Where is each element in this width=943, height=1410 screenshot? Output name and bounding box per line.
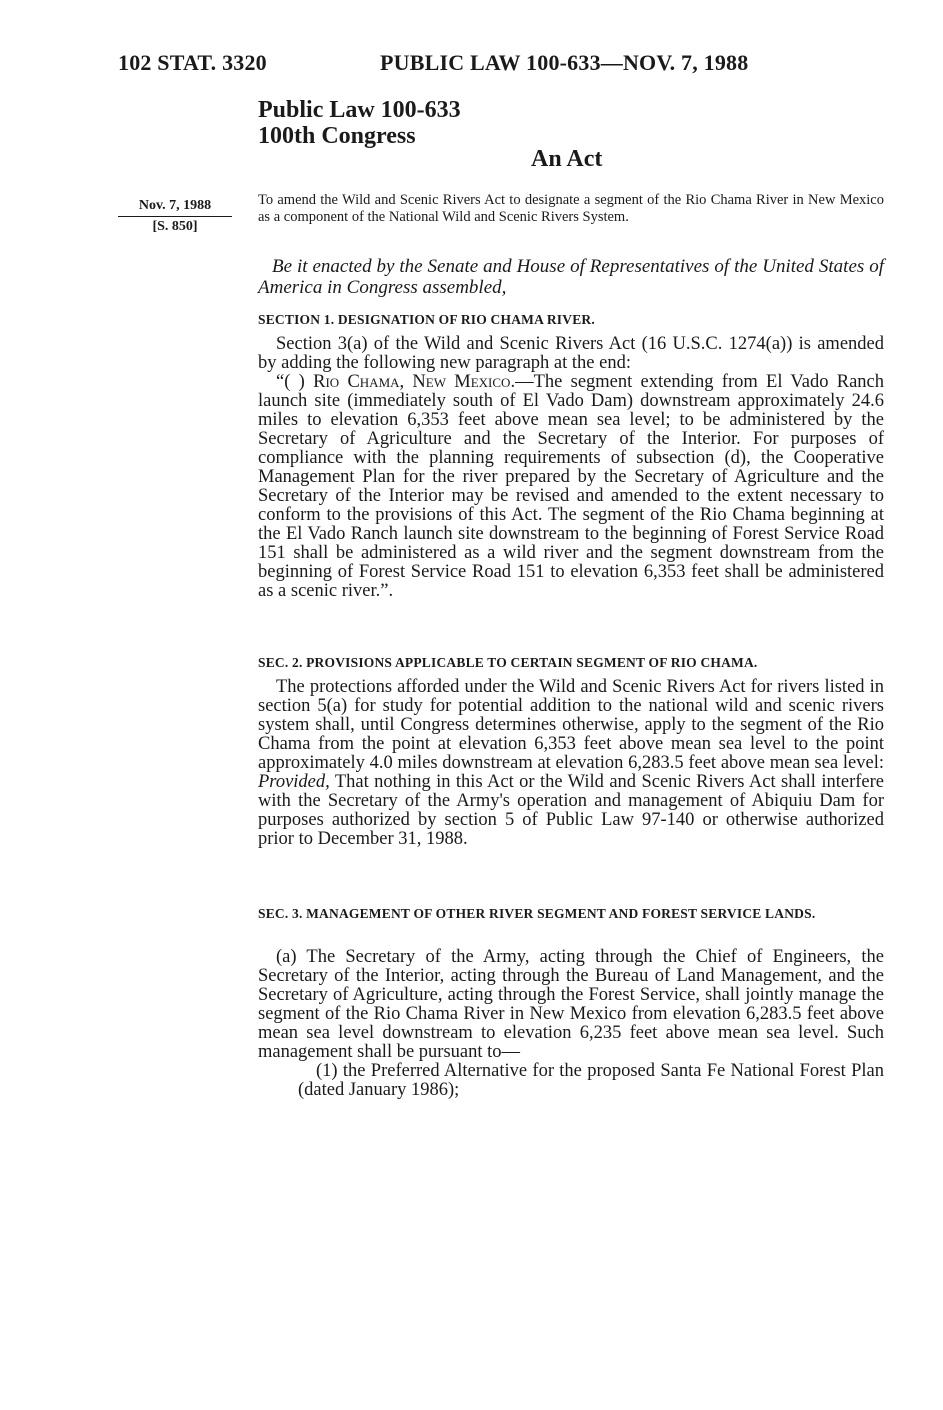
quote-body: —The segment extending from El Vado Ranch launch site (immediately south of El Vado Dam) downstream approximately 24.6 miles to elevation 6,353 feet above mean sea level; to be administered by the Secretary of Agriculture and the Secretary of the Interior. For purposes of compliance with the planning requirements of subsection (d), the Cooperative Management Plan for the river prepared by the Secretary of Agriculture and the Secretary of the Interior may be revised and amended to the extent necessary to conform to the provisions of this Act. The segment of the Rio Chama beginning at the El Vado Ranch launch site downstream to the beginning of Forest Service Road 151 shall be administered as a wild river and the segment downstream from the beginning of Forest Service Road 151 to elevation 6,353 feet shall be administered as a scenic river.”.	[258, 372, 884, 601]
bill-number: [S. 850]	[152, 219, 198, 234]
proviso: Provided,	[258, 772, 330, 792]
congress-number: 100th Congress	[258, 123, 416, 149]
stat-citation: 102 STAT. 3320	[118, 50, 267, 75]
enactment-date: Nov. 7, 1988	[118, 198, 232, 217]
quote-caption: Rio Chama, New Mexico.	[313, 372, 516, 392]
section-2-body	[258, 678, 884, 849]
law-number: Public Law 100-633	[258, 97, 461, 123]
quote-open: “( )	[276, 372, 314, 392]
section-3-item-1: (1) the Preferred Alternative for the proposed Santa Fe National Forest Plan (dated January 1986);	[298, 1061, 884, 1100]
section-1-heading: SECTION 1. DESIGNATION OF RIO CHAMA RIVER.	[258, 312, 595, 327]
section-2-paragraph	[258, 678, 884, 849]
enacting-clause: Be it enacted by the Senate and House of Representatives of the United States of America in Congress assembled,	[258, 256, 884, 298]
running-title: PUBLIC LAW 100-633—NOV. 7, 1988	[380, 50, 749, 75]
law-title-block	[258, 97, 461, 149]
section-2-heading: SEC. 2. PROVISIONS APPLICABLE TO CERTAIN SEGMENT OF RIO CHAMA.	[258, 655, 758, 670]
section-2-text-before: The protections afforded under the Wild and Scenic Rivers Act for rivers listed in section 5(a) for study for potential addition to the national wild and scenic rivers system shall, until Congress determines otherwise, apply to the segment of the Rio Chama from the point at elevation 6,353 feet above mean sea level to the point approximately 4.0 miles downstream at elevation 6,283.5 feet above mean sea level:	[258, 677, 884, 773]
section-3-para-a: (a) The Secretary of the Army, acting through the Chief of Engineers, the Secretary of the Interior, acting through the Bureau of Land Management, and the Secretary of Agriculture, acting through the Forest Service, shall jointly manage the segment of the Rio Chama River in New Mexico from elevation 6,283.5 feet above mean sea level downstream to elevation 6,235 feet above mean sea level. Such management shall be pursuant to—	[258, 947, 884, 1062]
section-3-heading: SEC. 3. MANAGEMENT OF OTHER RIVER SEGMENT AND FOREST SERVICE LANDS.	[258, 906, 816, 921]
purpose-clause: To amend the Wild and Scenic Rivers Act to designate a segment of the Rio Chama River in New Mexico as a component of the National Wild and Scenic Rivers System.	[258, 192, 884, 225]
section-3-body	[258, 948, 884, 1100]
section-1-body	[258, 335, 884, 601]
section-1-intro: Section 3(a) of the Wild and Scenic Rivers Act (16 U.S.C. 1274(a)) is amended by adding the following new paragraph at the end:	[258, 334, 884, 373]
section-2-text-after: That nothing in this Act or the Wild and Scenic Rivers Act shall interfere with the Secretary of the Army's operation and management of Abiquiu Dam for purposes authorized by section 5 of Public Law 97-140 or otherwise authorized prior to December 31, 1988.	[258, 772, 884, 849]
an-act-heading: An Act	[531, 146, 603, 172]
section-1-quoted-paragraph	[258, 373, 884, 601]
margin-note	[118, 198, 232, 235]
